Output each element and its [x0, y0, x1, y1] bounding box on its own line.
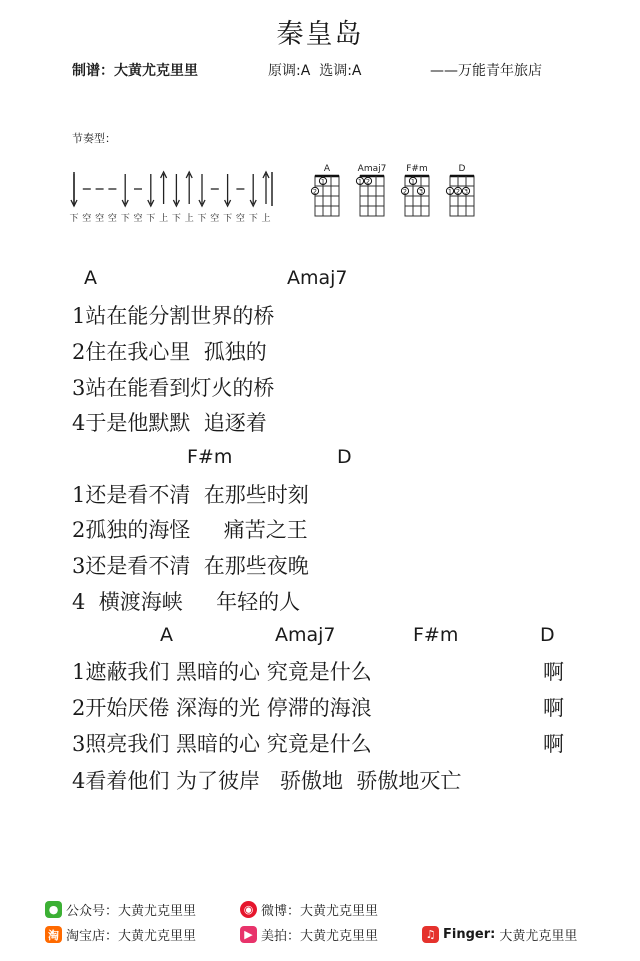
taobao-store: 淘宝店：大黄尤克里里 — [66, 929, 197, 944]
rhythm-pattern — [66, 164, 286, 224]
stroke-label: 下 — [223, 214, 233, 224]
lyric-ending: 啊 — [543, 732, 564, 756]
weibo-account: 微博：大黄尤克里里 — [261, 904, 379, 919]
finger-app-icon: ♫ — [422, 926, 439, 943]
stroke-label: 下 — [69, 214, 79, 224]
chord-label: D — [337, 446, 352, 468]
chord-label: Amaj7 — [287, 267, 348, 289]
stroke-label: 空 — [210, 214, 220, 224]
chord-label: A — [160, 624, 173, 646]
stroke-label: 下 — [120, 214, 130, 224]
lyric-ending: 啊 — [543, 660, 564, 684]
chord-diagram-name: F#m — [406, 164, 428, 174]
chord-diagram — [356, 164, 386, 216]
artist-credit: ——万能青年旅店 — [430, 63, 542, 79]
chord-diagram-group — [305, 160, 485, 220]
lyric-line: 1站在能分割世界的桥 — [72, 304, 275, 328]
weibo-icon: ◉ — [240, 901, 257, 918]
lyric-line: 2孤独的海怪 痛苦之王 — [72, 518, 308, 542]
svg-text:1: 1 — [357, 177, 363, 186]
finger-account: 大黄尤克里里 — [499, 929, 578, 944]
lyric-line: 2开始厌倦 深海的光 停滞的海浪 — [72, 696, 372, 720]
finger-label: Finger: — [443, 927, 496, 942]
key-info: 原调:A 选调:A — [268, 63, 362, 79]
meipai-account: 美拍：大黄尤克里里 — [261, 929, 379, 944]
stroke-label: 空 — [82, 214, 92, 224]
lyric-line: 2住在我心里 孤独的 — [72, 340, 267, 364]
arranger-credit: 制谱：大黄尤克里里 — [72, 63, 198, 79]
stroke-label: 空 — [95, 214, 105, 224]
footer-weibo — [240, 900, 378, 919]
lyric-line: 3站在能看到灯火的桥 — [72, 376, 275, 400]
chord-diagram-name: Amaj7 — [357, 164, 387, 174]
song-title: 秦皇岛 — [276, 19, 364, 50]
chord-label: A — [84, 267, 97, 289]
lyric-line: 4于是他默默 追逐着 — [72, 411, 267, 435]
meipai-icon: ▶ — [240, 926, 257, 943]
lyric-line: 4看着他们 为了彼岸 骄傲地 骄傲地灭亡 — [72, 769, 462, 793]
svg-text:3: 3 — [418, 187, 424, 196]
rhythm-label: 节奏型： — [72, 132, 116, 145]
stroke-label: 上 — [261, 214, 271, 224]
chord-diagram — [311, 164, 339, 216]
taobao-icon: 淘 — [45, 926, 62, 943]
svg-text:2: 2 — [365, 177, 371, 186]
footer-wechat — [45, 900, 196, 919]
svg-text:2: 2 — [312, 187, 318, 196]
chord-diagram — [446, 164, 474, 216]
stroke-label: 空 — [235, 214, 245, 224]
svg-text:1: 1 — [447, 187, 453, 196]
lyric-line: 4 横渡海峡 年轻的人 — [72, 590, 301, 614]
chord-diagram-name: D — [458, 164, 466, 174]
footer-finger — [422, 925, 577, 944]
stroke-label: 下 — [197, 214, 207, 224]
svg-text:2: 2 — [455, 187, 461, 196]
footer-meipai — [240, 925, 378, 944]
chord-label: D — [540, 624, 555, 646]
stroke-label: 空 — [133, 214, 143, 224]
chord-label: Amaj7 — [275, 624, 336, 646]
lyric-line: 1遮蔽我们 黑暗的心 究竟是什么 — [72, 660, 372, 684]
footer-taobao — [45, 925, 196, 944]
svg-text:1: 1 — [410, 177, 416, 186]
chord-diagrams — [305, 160, 485, 220]
lyric-line: 3还是看不清 在那些夜晚 — [72, 554, 309, 578]
svg-text:2: 2 — [402, 187, 408, 196]
stroke-label: 上 — [184, 214, 194, 224]
wechat-icon: ● — [45, 901, 62, 918]
chord-label: F#m — [413, 624, 459, 646]
stroke-label: 上 — [159, 214, 169, 224]
lyric-line: 3照亮我们 黑暗的心 究竟是什么 — [72, 732, 372, 756]
chord-label: F#m — [187, 446, 233, 468]
stroke-label: 下 — [248, 214, 258, 224]
stroke-label: 下 — [146, 214, 156, 224]
lyric-line: 1还是看不清 在那些时刻 — [72, 483, 309, 507]
stroke-label: 空 — [107, 214, 117, 224]
chord-diagram — [401, 164, 429, 216]
chord-diagram-name: A — [323, 164, 331, 174]
svg-text:1: 1 — [320, 177, 326, 186]
stroke-label: 下 — [171, 214, 181, 224]
svg-text:3: 3 — [463, 187, 469, 196]
lyric-ending: 啊 — [543, 696, 564, 720]
wechat-account: 公众号：大黄尤克里里 — [66, 904, 197, 919]
